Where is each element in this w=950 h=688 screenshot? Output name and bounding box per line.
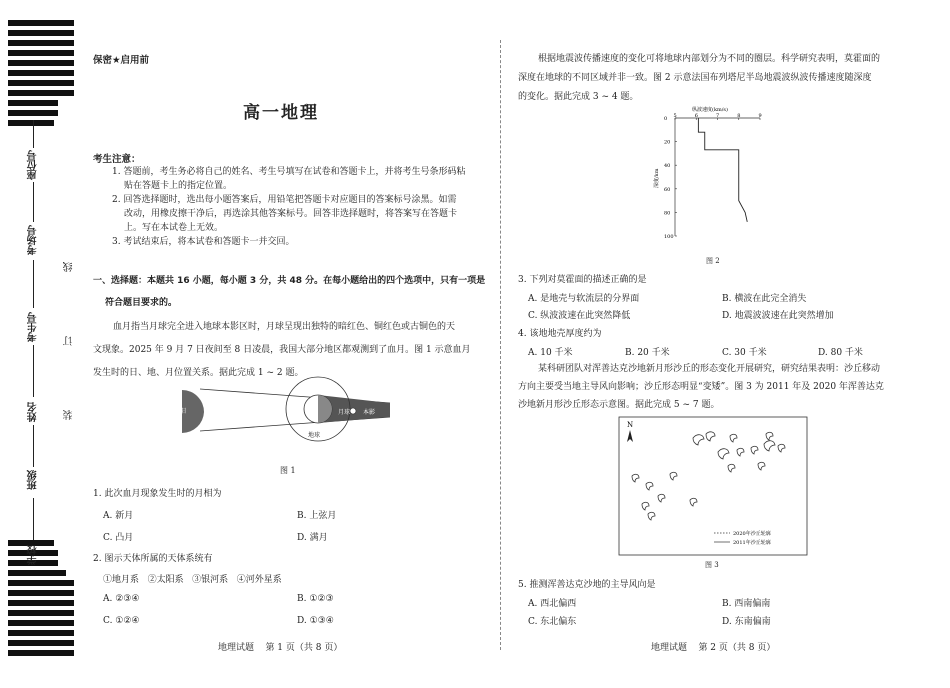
fig3-frame xyxy=(619,417,807,555)
q3-option-d: D. 地震波波速在此突然增加 xyxy=(722,311,834,321)
binding-bar xyxy=(8,70,74,76)
fill-line xyxy=(33,260,34,308)
passage-3-line-3: 沙地新月形沙丘形态示意图。据此完成 5 ~ 7 题。 xyxy=(518,400,720,410)
binding-bar xyxy=(8,100,58,106)
page-divider xyxy=(500,40,501,650)
fig2-y-tick-label: 20 xyxy=(664,139,671,146)
legend-2011-label: 2011年沙丘轮廓 xyxy=(733,540,771,546)
fill-line xyxy=(33,425,34,467)
q5-option-d: D. 东南偏南 xyxy=(722,617,771,627)
figure-3-caption: 图 3 xyxy=(705,561,719,569)
fig2-y-tick-label: 100 xyxy=(664,234,674,240)
q3-stem: 3. 下列对莫霍面的描述正确的是 xyxy=(518,275,647,285)
binding-bar xyxy=(8,630,74,636)
notice-2b: 改动，用橡皮擦干净后，再选涂其他答案标号。回答非选择题时，将答案写在答题卡 xyxy=(124,209,458,219)
fill-line xyxy=(33,182,34,222)
fig2-y-label: 深度/km xyxy=(654,168,660,188)
binding-bar xyxy=(8,30,74,36)
fill-line xyxy=(33,498,34,540)
fig2-y-tick-label: 60 xyxy=(664,186,671,193)
north-label: N xyxy=(627,421,634,429)
q3-option-c: C. 纵波波速在此突然降低 xyxy=(528,311,631,321)
legend-2020-label: 2020年沙丘轮廓 xyxy=(733,531,771,537)
q5-option-b: B. 西南偏南 xyxy=(722,599,771,609)
passage-2 xyxy=(518,50,913,107)
notice-3: 3. 考试结束后，将本试卷和答题卡一并交回。 xyxy=(112,237,295,247)
figure-1-caption: 图 1 xyxy=(280,466,296,475)
notice-list xyxy=(112,165,492,249)
q1-option-c: C. 凸月 xyxy=(103,533,134,543)
fig2-y-tick-label: 40 xyxy=(664,163,671,170)
binding-bar xyxy=(8,580,74,586)
figure-2-caption: 图 2 xyxy=(706,257,720,265)
cut-mark-line: 线 xyxy=(64,262,75,272)
binding-bar xyxy=(8,610,74,616)
q3-option-b: B. 横波在此完全消失 xyxy=(722,294,807,304)
student-number-label: 考生号 xyxy=(28,312,39,342)
fill-line xyxy=(33,345,34,397)
fig2-y-tick-label: 80 xyxy=(664,210,671,217)
notice-1: 1. 答题前，考生务必将自己的姓名、考生号填写在试卷和答题卡上，并将考生号条形码粘 xyxy=(112,167,466,177)
binding-bar xyxy=(8,40,74,46)
figure-1 xyxy=(160,375,420,445)
fig2-x-tick-label: 6 xyxy=(694,113,698,119)
q2-option-a: A. ②③④ xyxy=(103,594,140,604)
notice-title: 考生注意： xyxy=(93,154,141,165)
fig2-x-tick-label: 8 xyxy=(737,113,741,119)
page-title: 高一地理 xyxy=(243,103,319,123)
passage-3 xyxy=(518,360,913,414)
moon-label: 月球 xyxy=(338,409,351,416)
passage-3-line-1: 某科研团队对浑善达克沙地新月形沙丘的形态变化开展研究，研究结果表明：沙丘移动 xyxy=(538,364,881,374)
binding-bar xyxy=(8,600,74,606)
binding-bar xyxy=(8,640,74,646)
fig2-velocity-line xyxy=(698,118,747,222)
exam-room-label: 考场号 xyxy=(28,225,39,255)
binding-bar xyxy=(8,60,74,66)
umbra-label: 本影 xyxy=(363,409,376,416)
name-label: 姓名 xyxy=(28,402,39,422)
q4-option-d: D. 80 千米 xyxy=(818,348,863,358)
cut-mark-install: 装 xyxy=(64,410,75,420)
page2-footer: 地理试题 第 2 页（共 8 页） xyxy=(651,643,776,653)
q5-option-c: C. 东北偏东 xyxy=(528,617,577,627)
page1-footer: 地理试题 第 1 页（共 8 页） xyxy=(218,643,343,653)
passage-1-line-2: 文现象。2025 年 9 月 7 日夜间至 8 日凌晨，我国大部分地区都观测到了血月。图 1 示意血月 xyxy=(93,345,471,355)
q5-option-a: A. 西北偏西 xyxy=(528,599,577,609)
passage-2-line-3: 的变化。据此完成 3 ~ 4 题。 xyxy=(518,92,639,102)
binding-bar xyxy=(8,570,66,576)
binding-bar xyxy=(8,50,74,56)
section-title-line-1: 一、选择题：本题共 16 小题，每小题 3 分，共 48 分。在每小题给出的四个选项中，只有一项是 xyxy=(93,276,486,286)
q2-option-c: C. ①②④ xyxy=(103,616,140,626)
figure-3 xyxy=(618,416,808,556)
fig2-x-tick-label: 5 xyxy=(673,113,677,119)
q1-stem: 1. 此次血月现象发生时的月相为 xyxy=(93,489,222,499)
fig2-x-tick-label: 9 xyxy=(758,113,762,119)
q4-stem: 4. 该地地壳厚度约为 xyxy=(518,329,602,339)
q4-option-a: A. 10 千米 xyxy=(528,348,573,358)
notice-2: 2. 回答选择题时，选出每小题答案后，用铅笔把答题卡对应题目的答案标号涂黑。如需 xyxy=(112,195,457,205)
binding-bar xyxy=(8,650,74,656)
seat-number-label: 座位号 xyxy=(28,150,39,180)
passage-1-line-1: 血月指当月球完全进入地球本影区时，月球呈现出独特的暗红色、铜红色或古铜色的天 xyxy=(113,322,456,332)
figure-2-chart xyxy=(650,104,770,249)
passage-1-line-3: 发生时的日、地、月位置关系。据此完成 1 ~ 2 题。 xyxy=(93,368,304,378)
binding-bar xyxy=(8,590,74,596)
notice-2c: 上。写在本试卷上无效。 xyxy=(124,223,224,233)
fig2-x-label: 纵波速度(km/s) xyxy=(692,107,728,113)
cut-mark-bind: 订 xyxy=(64,336,75,346)
north-arrow-icon xyxy=(627,430,633,442)
passage-3-line-2: 方向主要受当地主导风向影响；沙丘形态明显“变矮”。图 3 为 2011 年及 2020 年浑善达克 xyxy=(518,382,884,392)
q5-stem: 5. 推测浑善达克沙地的主导风向是 xyxy=(518,580,656,590)
q1-option-a: A. 新月 xyxy=(103,511,134,521)
binding-bar xyxy=(8,90,74,96)
binding-bar xyxy=(8,620,74,626)
sun-label: 太阳 xyxy=(174,408,187,415)
q3-option-a: A. 是地壳与软流层的分界面 xyxy=(528,294,640,304)
q4-option-c: C. 30 千米 xyxy=(722,348,767,358)
moon-shape xyxy=(350,408,356,414)
q2-option-d: D. ①③④ xyxy=(297,616,334,626)
q2-items: ①地月系 ②太阳系 ③银河系 ④河外星系 xyxy=(103,575,282,585)
fig2-x-tick-label: 7 xyxy=(716,113,720,119)
fill-line xyxy=(33,120,34,148)
class-label: 班级 xyxy=(28,470,39,490)
passage-2-line-2: 深度在地球的不同区域并非一致。图 2 示意法国布列塔尼半岛地震波纵波传播速度随深度 xyxy=(518,73,872,83)
q2-stem: 2. 图示天体所属的天体系统有 xyxy=(93,554,213,564)
binding-bar xyxy=(8,110,58,116)
notice-1b: 贴在答题卡上的指定位置。 xyxy=(124,181,233,191)
section-title xyxy=(93,270,493,314)
school-label: 学校 xyxy=(28,545,39,565)
passage-2-line-1: 根据地震波传播速度的变化可将地球内部划分为不同的圈层。科学研究表明，莫霍面的 xyxy=(538,54,881,64)
fig2-y-tick-label: 0 xyxy=(664,116,668,122)
earth-label: 地球 xyxy=(308,432,321,439)
binding-bar xyxy=(8,20,74,26)
section-title-line-2: 符合题目要求的。 xyxy=(105,298,178,308)
q2-option-b: B. ①②③ xyxy=(297,594,334,604)
q1-option-b: B. 上弦月 xyxy=(297,511,337,521)
q1-option-d: D. 满月 xyxy=(297,533,328,543)
dune-outlines xyxy=(632,432,785,520)
secret-label: 保密★启用前 xyxy=(93,55,150,66)
q4-option-b: B. 20 千米 xyxy=(625,348,670,358)
binding-bar xyxy=(8,80,74,86)
binding-bar xyxy=(8,120,54,126)
